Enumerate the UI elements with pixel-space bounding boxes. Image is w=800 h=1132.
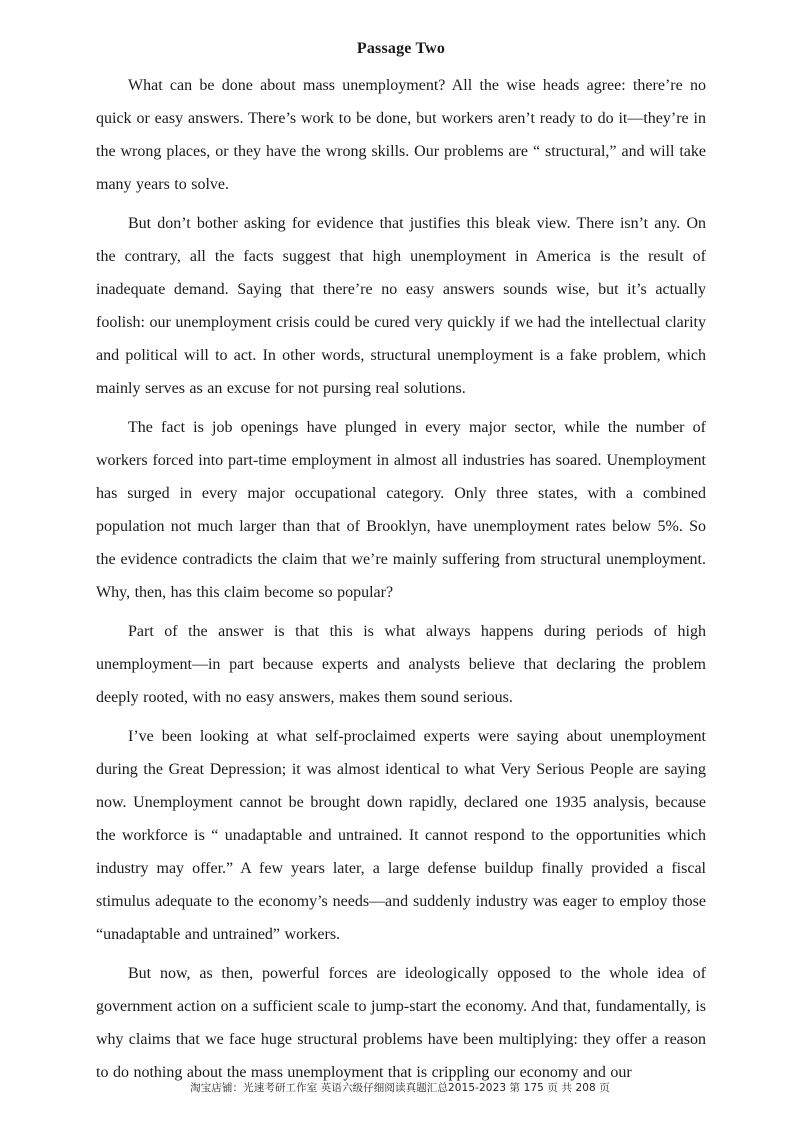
passage-title: Passage Two xyxy=(356,40,446,57)
paragraph-3: The fact is job openings have plunged in every major sector, while the number of workers forced into part-time employment in almost all industries has soared. Unemployment has surged in every major occupational category. Only three states, with a combined population not much larger than that of Brooklyn, have unemployment rates below 5%. So the evidence contradicts the claim that we’re mainly suffering from structural unemployment. Why, then, has this claim become so popular? xyxy=(96,419,706,601)
paragraph-5: I’ve been looking at what self-proclaimed experts were saying about unemployment during the Great Depression; it was almost identical to what Very Serious People are saying now. Unemployment cannot be brought down rapidly, declared one 1935 analysis, because the workforce is “ unadaptable and untrained. It cannot respond to the opportunities which industry may offer.” A few years later, a large defense buildup finally provided a fiscal stimulus adequate to the economy’s needs—and suddenly industry was eager to employ those “unadaptable and untrained” workers. xyxy=(96,728,706,943)
paragraph-1: What can be done about mass unemployment? All the wise heads agree: there’re no quick or easy answers. There’s work to be done, but workers aren’t ready to do it—they’re in the wrong places, or they have the wrong skills. Our problems are “ structural,” and will take many years to solve. xyxy=(96,77,706,193)
paragraph-4: Part of the answer is that this is what always happens during periods of high unemployment—in part because experts and analysts believe that declaring the problem deeply rooted, with no easy answers, makes them sound serious. xyxy=(96,623,706,706)
document-page xyxy=(96,0,706,1089)
page-footer: 淘宝店铺：光速考研工作室 英语六级仔细阅读真题汇总2015-2023 第 175 页 共 208 页 xyxy=(190,1082,610,1094)
paragraph-6: But now, as then, powerful forces are ideologically opposed to the whole idea of government action on a sufficient scale to jump-start the economy. And that, fundamentally, is why claims that we face huge structural problems have been multiplying: they offer a reason to do nothing about the mass unemployment that is crippling our economy and our xyxy=(96,965,706,1081)
paragraph-2: But don’t bother asking for evidence that justifies this bleak view. There isn’t any. On the contrary, all the facts suggest that high unemployment in America is the result of inadequate demand. Saying that there’re no easy answers sounds wise, but it’s actually foolish: our unemployment crisis could be cured very quickly if we had the intellectual clarity and political will to act. In other words, structural unemployment is a fake problem, which mainly serves as an excuse for not pursing real solutions. xyxy=(96,215,706,397)
